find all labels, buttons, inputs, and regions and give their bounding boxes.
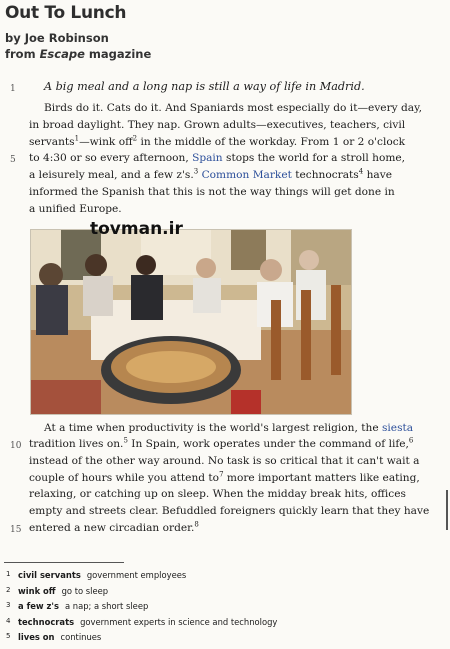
footnote-definition: continues	[60, 632, 102, 642]
text-fragment: In Spain, work operates under the command of life,	[127, 438, 409, 450]
footnote-3	[6, 601, 148, 611]
footnote-mark[interactable]: 1	[74, 134, 80, 143]
footnote-number: 2	[6, 586, 11, 594]
text-fragment: to 4:30 or so every afternoon,	[29, 152, 193, 164]
p2-line-7	[29, 521, 199, 535]
p1-line-2: in broad daylight. They nap. Grown adults—executives, teachers, civil	[29, 119, 406, 131]
footnote-term: a few z's	[18, 601, 59, 611]
p2-line-4	[29, 471, 420, 485]
footnote-term: civil servants	[18, 570, 81, 580]
footnote-definition: government employees	[86, 570, 187, 580]
footnote-number: 4	[6, 617, 11, 625]
p1-line-3	[29, 135, 405, 149]
p1-line-1: Birds do it. Cats do it. And Spaniards most especially do it—every day,	[44, 102, 423, 114]
text-fragment: tradition lives on.	[29, 438, 124, 450]
byline-source	[5, 47, 151, 61]
line-number: 15	[10, 525, 22, 535]
lead-sentence: A big meal and a long nap is still a way of life in Madrid.	[44, 80, 365, 93]
footnote-mark[interactable]: 2	[132, 134, 138, 143]
footnote-number: 3	[6, 601, 11, 609]
footnote-5	[6, 632, 101, 642]
p1-line-4	[29, 151, 405, 165]
footnote-definition: government experts in science and technology	[80, 617, 278, 627]
footnote-divider	[4, 562, 124, 563]
margin-rule	[446, 490, 448, 530]
text-fragment: —wink off	[79, 136, 133, 148]
p2-line-5: relaxing, or catching up on sleep. When the midday break hits, offices	[29, 488, 406, 500]
byline-author	[5, 31, 109, 45]
footnote-mark[interactable]: 3	[193, 167, 199, 176]
p2-line-3: instead of the other way around. No task is so critical that it can't wait a	[29, 455, 420, 467]
restaurant-photo	[30, 229, 352, 415]
footnote-definition: go to sleep	[61, 586, 109, 596]
p2-line-6: empty and streets clear. Befuddled foreigners quickly learn that they have	[29, 505, 430, 517]
footnote-term: lives on	[18, 632, 55, 642]
footnote-definition: a nap; a short sleep	[64, 601, 149, 611]
footnote-1	[6, 570, 186, 580]
source-pre: from	[5, 47, 36, 61]
footnote-number: 1	[6, 570, 11, 578]
restaurant-photo-illustration	[31, 230, 351, 414]
watermark-text: tovman.ir	[90, 219, 183, 239]
text-fragment: more important matters like eating,	[223, 472, 420, 484]
magazine-name: Escape	[39, 47, 85, 61]
footnote-mark[interactable]: 4	[358, 167, 364, 176]
text-fragment: a leisurely meal, and a few z's.	[29, 169, 194, 181]
link-spain[interactable]: Spain	[192, 152, 223, 164]
line-number: 1	[10, 84, 16, 94]
footnote-mark[interactable]: 6	[408, 436, 414, 445]
text-fragment: entered a new circadian order.	[29, 522, 195, 534]
text-fragment: stops the world for a stroll home,	[222, 152, 406, 164]
footnote-4	[6, 617, 277, 627]
p1-line-5	[29, 168, 392, 182]
source-post: magazine	[88, 47, 152, 61]
footnote-term: wink off	[18, 586, 56, 596]
footnote-number: 5	[6, 632, 11, 640]
text-fragment: have	[363, 169, 392, 181]
text-fragment: At a time when productivity is the world's largest religion, the	[44, 422, 382, 434]
link-common-market[interactable]: Common Market	[201, 169, 292, 181]
footnote-term: technocrats	[18, 617, 75, 627]
author-name: Joe Robinson	[24, 31, 109, 45]
p2-line-2	[29, 437, 413, 451]
text-fragment: technocrats	[291, 169, 359, 181]
link-siesta[interactable]: siesta	[381, 422, 414, 434]
p1-line-6: informed the Spanish that this is not the way things will get done in	[29, 186, 395, 198]
article-title: Out To Lunch	[5, 3, 127, 23]
text-fragment: couple of hours while you attend to	[29, 472, 220, 484]
p2-line-1	[44, 421, 413, 435]
footnote-2	[6, 586, 108, 596]
line-number: 10	[10, 441, 22, 451]
footnote-mark[interactable]: 7	[219, 470, 224, 479]
footnote-mark[interactable]: 5	[123, 436, 128, 445]
line-number: 5	[10, 155, 16, 165]
text-fragment: servants	[29, 136, 75, 148]
text-fragment: in the middle of the workday. From 1 or 2 o'clock	[137, 136, 406, 148]
p1-line-7: a unified Europe.	[29, 203, 122, 215]
footnote-mark[interactable]: 8	[194, 520, 199, 529]
byline-prefix: by	[5, 31, 21, 45]
